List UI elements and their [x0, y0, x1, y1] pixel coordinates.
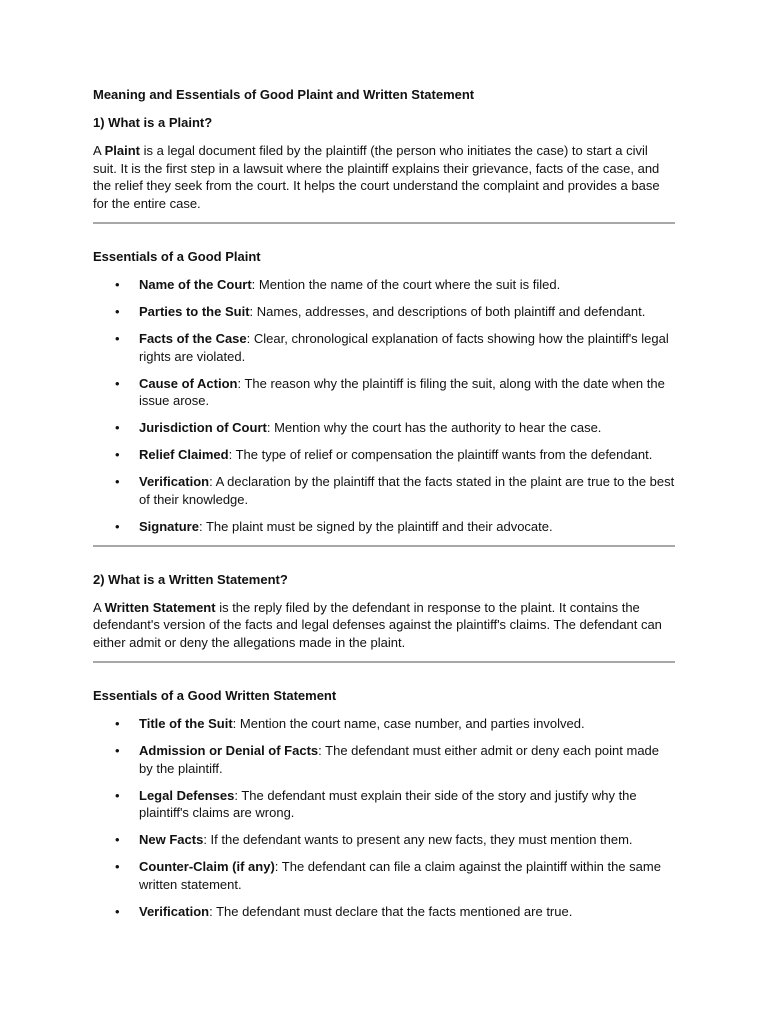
bullet-icon: •	[115, 277, 120, 292]
list-item	[93, 419, 675, 437]
item-term: Signature	[139, 518, 199, 534]
bullet-icon: •	[115, 903, 120, 919]
bullet-icon: •	[115, 331, 120, 346]
item-desc: : The type of relief or compensation the plaintiff wants from the defendant.	[228, 447, 653, 462]
bullet-icon: •	[115, 518, 120, 534]
bullet-icon: •	[115, 743, 120, 758]
item-term: Counter-Claim (if any)	[139, 859, 275, 874]
bullet-icon: •	[115, 832, 120, 847]
bullet-icon: •	[115, 447, 120, 462]
item-term: Relief Claimed	[139, 447, 229, 462]
section-divider	[93, 661, 675, 663]
item-desc: : The reason why the plaintiff is filing the suit, along with the date when the issue arose.	[139, 375, 665, 408]
term-bold: Written Statement	[104, 599, 216, 615]
item-desc: : The plaint must be signed by the plaintiff and their advocate.	[198, 518, 553, 534]
list-item	[93, 787, 675, 822]
item-desc: : The defendant must explain their side of the story and justify why the plaintiff's claims are wrong.	[139, 787, 637, 820]
item-term: Verification	[139, 474, 210, 489]
section-divider	[93, 545, 675, 547]
item-desc: : The defendant must either admit or deny each point made by the plaintiff.	[139, 743, 660, 776]
list-item	[93, 330, 675, 365]
list-item	[93, 303, 675, 321]
item-desc: : Mention why the court has the authority to hear the case.	[266, 420, 602, 435]
item-term: Name of the Court	[139, 277, 252, 292]
list-item	[93, 518, 675, 536]
bullet-icon: •	[115, 787, 120, 803]
list-item	[93, 831, 675, 849]
written-statement-definition	[93, 599, 675, 652]
list-item	[93, 742, 675, 777]
section-divider	[93, 222, 675, 224]
text-prefix: A	[93, 599, 105, 615]
item-term: Title of the Suit	[139, 716, 233, 731]
item-desc: : If the defendant wants to present any new facts, they must mention them.	[203, 832, 633, 847]
section-heading-written-statement-essentials: Essentials of a Good Written Statement	[93, 688, 337, 703]
item-desc: : The defendant can file a claim against the plaintiff within the same written statement.	[139, 859, 661, 892]
item-desc: : Mention the name of the court where the suit is filed.	[251, 277, 561, 292]
item-term: Parties to the Suit	[139, 304, 250, 319]
item-desc: : Clear, chronological explanation of facts showing how the plaintiff's legal rights are violated.	[139, 331, 669, 364]
bullet-icon: •	[115, 375, 120, 391]
item-desc: : Mention the court name, case number, and parties involved.	[232, 716, 585, 731]
section-heading-plaint: 1) What is a Plaint?	[93, 115, 213, 130]
bullet-icon: •	[115, 304, 120, 319]
item-term: Jurisdiction of Court	[139, 420, 267, 435]
list-item	[93, 473, 675, 508]
item-term: Admission or Denial of Facts	[139, 743, 319, 758]
bullet-icon: •	[115, 716, 120, 731]
text-prefix: A	[93, 143, 105, 158]
list-item	[93, 446, 675, 464]
bullet-icon: •	[115, 474, 120, 489]
item-desc: : The defendant must declare that the facts mentioned are true.	[209, 903, 573, 919]
item-desc: : Names, addresses, and descriptions of both plaintiff and defendant.	[249, 304, 646, 319]
term-bold: Plaint	[104, 143, 140, 158]
item-term: New Facts	[139, 832, 204, 847]
item-term: Cause of Action	[139, 375, 238, 391]
item-term: Facts of the Case	[139, 331, 247, 346]
text-body: is the reply filed by the defendant in response to the plaint. It contains the defendant's version of the facts and legal defenses against the plaintiff's claims. The defendant can either admit or deny the allegations made in the plaint.	[93, 599, 662, 650]
bullet-icon: •	[115, 859, 120, 874]
plaint-essentials-list	[93, 276, 675, 535]
list-item	[93, 276, 675, 294]
document-title: Meaning and Essentials of Good Plaint and Written Statement	[93, 87, 475, 102]
text-body: is a legal document filed by the plaintiff (the person who initiates the case) to start a civil suit. It is the first step in a lawsuit where the plaintiff explains their grievance, facts of the case, and the relief they seek from the court. It helps the court understand the complaint and provides a base for the entire case.	[93, 143, 660, 211]
section-heading-plaint-essentials: Essentials of a Good Plaint	[93, 249, 261, 264]
item-term: Verification	[139, 903, 210, 919]
section-heading-written-statement: 2) What is a Written Statement?	[93, 571, 288, 587]
plaint-definition	[93, 142, 675, 212]
item-term: Legal Defenses	[139, 787, 235, 803]
list-item	[93, 715, 675, 733]
bullet-icon: •	[115, 420, 120, 435]
written-statement-essentials-list	[93, 715, 675, 920]
document-page	[93, 86, 675, 930]
list-item	[93, 375, 675, 410]
list-item	[93, 858, 675, 893]
list-item	[93, 903, 675, 921]
item-desc: : A declaration by the plaintiff that the facts stated in the plaint are true to the best of their knowledge.	[139, 474, 675, 507]
